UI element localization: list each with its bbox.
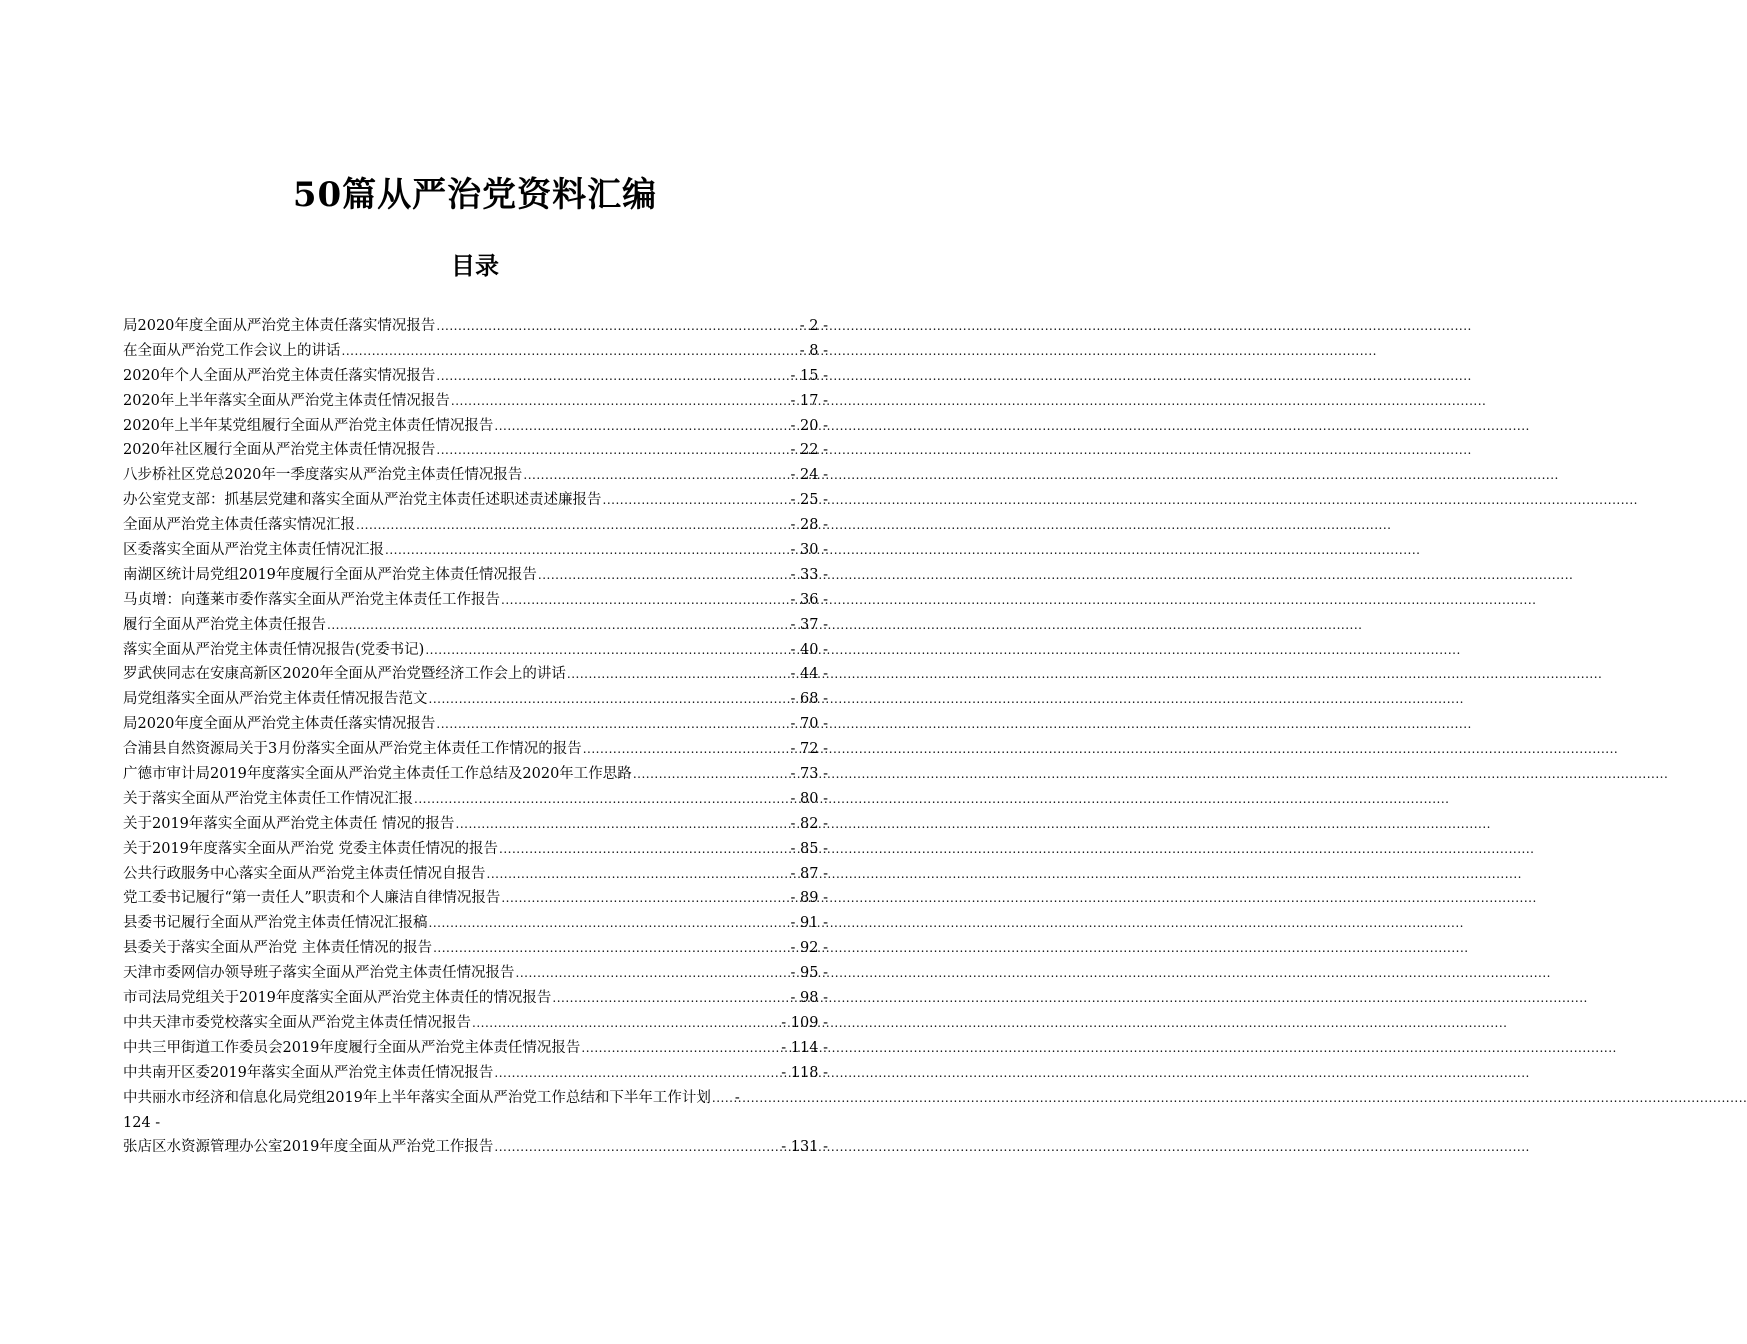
dot-leader — [327, 613, 790, 638]
toc-entry-title: 关于落实全面从严治党主体责任工作情况汇报 — [123, 790, 413, 807]
dot-leader — [433, 936, 789, 961]
toc-entry[interactable] — [123, 463, 828, 488]
toc-entry[interactable] — [123, 364, 828, 389]
toc-entry[interactable] — [123, 837, 828, 862]
toc-entry-title: 中共三甲街道工作委员会2019年度履行全面从严治党主体责任情况报告 — [123, 1039, 581, 1056]
toc-entry-page: - 22 - — [790, 442, 828, 459]
dot-leader — [516, 961, 790, 986]
dot-leader — [552, 986, 789, 1011]
toc-entry-page-part: 124 - — [123, 1114, 161, 1131]
dot-leader — [633, 762, 790, 787]
toc-entry-page: - 131 - — [781, 1139, 828, 1156]
toc-entry[interactable] — [123, 339, 828, 364]
dot-leader — [499, 837, 790, 862]
toc-entry[interactable] — [123, 961, 828, 986]
toc-entry-page: - 98 - — [790, 990, 828, 1007]
toc-entry-title: 南湖区统计局党组2019年度履行全面从严治党主体责任情况报告 — [123, 566, 537, 583]
toc-entry-page: - 25 - — [790, 492, 828, 509]
toc-entry[interactable] — [123, 812, 828, 837]
toc-entry[interactable] — [123, 613, 828, 638]
toc-entry-page: - 80 - — [790, 790, 828, 807]
toc-entry-title: 广德市审计局2019年度落实全面从严治党主体责任工作总结及2020年工作思路 — [123, 766, 632, 783]
toc-entry-title: 公共行政服务中心落实全面从严治党主体责任情况自报告 — [123, 865, 486, 882]
toc-entry[interactable] — [123, 1086, 828, 1136]
toc-entry-page: - 72 - — [790, 741, 828, 758]
toc-entry-title: 张店区水资源管理办公室2019年度全面从严治党工作报告 — [123, 1139, 494, 1156]
toc-entry-title: 天津市委网信办领导班子落实全面从严治党主体责任情况报告 — [123, 965, 515, 982]
toc-entry-title: 区委落实全面从严治党主体责任情况汇报 — [123, 542, 384, 559]
toc-entry[interactable] — [123, 1011, 828, 1036]
dot-leader — [385, 538, 790, 563]
toc-entry-title: 2020年上半年某党组履行全面从严治党主体责任情况报告 — [123, 417, 494, 434]
dot-leader — [712, 1086, 734, 1111]
toc-entry-page: - 95 - — [790, 965, 828, 982]
toc-entry-page: - 20 - — [790, 417, 828, 434]
dot-leader — [494, 1135, 780, 1160]
dot-leader — [356, 513, 790, 538]
dot-leader — [603, 488, 790, 513]
dot-leader — [425, 638, 789, 663]
toc-entry-title: 关于2019年度落实全面从严治党 党委主体责任情况的报告 — [123, 840, 499, 857]
toc-entry[interactable] — [123, 662, 828, 687]
dot-leader — [436, 364, 789, 389]
toc-entry-title: 县委书记履行全面从严治党主体责任情况汇报稿 — [123, 915, 428, 932]
toc-entry-line — [123, 1086, 828, 1111]
toc-entry-page: - 33 - — [790, 566, 828, 583]
toc-entry-title: 在全面从严治党工作会议上的讲话 — [123, 342, 341, 359]
toc-entry[interactable] — [123, 314, 828, 339]
toc-entry[interactable] — [123, 563, 828, 588]
toc-entry-page: - 24 - — [790, 467, 828, 484]
toc-entry-page: - 92 - — [790, 940, 828, 957]
toc-entry-title: 党工委书记履行“第一责任人”职责和个人廉洁自律情况报告 — [123, 890, 501, 907]
toc-entry[interactable] — [123, 787, 828, 812]
toc-entry[interactable] — [123, 1036, 828, 1061]
dot-leader — [581, 1036, 780, 1061]
toc-entry-title: 合浦县自然资源局关于3月份落实全面从严治党主体责任工作情况的报告 — [123, 741, 582, 758]
toc-entry[interactable] — [123, 687, 828, 712]
toc-entry[interactable] — [123, 389, 828, 414]
toc-entry-page: - 85 - — [790, 840, 828, 857]
dot-leader — [538, 563, 790, 588]
toc-entry-title: 中共丽水市经济和信息化局党组2019年上半年落实全面从严治党工作总结和下半年工作计划 — [123, 1089, 711, 1106]
toc-entry-title: 全面从严治党主体责任落实情况汇报 — [123, 517, 355, 534]
toc-entry-page: - 8 - — [799, 342, 828, 359]
dot-leader — [501, 886, 789, 911]
toc-entry[interactable] — [123, 488, 828, 513]
toc-entry-title: 关于2019年落实全面从严治党主体责任 情况的报告 — [123, 815, 455, 832]
toc-entry[interactable] — [123, 1061, 828, 1086]
toc-heading: 目录 — [451, 251, 499, 280]
toc-entry[interactable] — [123, 886, 828, 911]
toc-entry-page: - 118 - — [781, 1064, 828, 1081]
toc-entry-page: - 44 - — [790, 666, 828, 683]
toc-entry[interactable] — [123, 588, 828, 613]
toc-entry-page: - 114 - — [781, 1039, 828, 1056]
toc-entry-page: - 2 - — [799, 318, 828, 334]
toc-entry-title: 局2020年度全面从严治党主体责任落实情况报告 — [123, 318, 436, 334]
dot-leader — [342, 339, 799, 364]
toc-entry[interactable] — [123, 712, 828, 737]
toc-entry-title: 局2020年度全面从严治党主体责任落实情况报告 — [123, 716, 436, 733]
toc-entry[interactable] — [123, 638, 828, 663]
toc-entry-page: - 87 - — [790, 865, 828, 882]
dot-leader — [472, 1011, 780, 1036]
dot-leader — [436, 712, 789, 737]
toc-entry-title: 落实全面从严治党主体责任情况报告(党委书记) — [123, 641, 425, 658]
toc-entry[interactable] — [123, 737, 828, 762]
toc-entry-page: - 15 - — [790, 367, 828, 384]
dot-leader — [456, 812, 790, 837]
dot-leader — [451, 389, 790, 414]
toc-entry-title: 局党组落实全面从严治党主体责任情况报告范文 — [123, 691, 428, 708]
toc-entry-title: 八步桥社区党总2020年一季度落实从严治党主体责任情况报告 — [123, 467, 523, 484]
document-title: 50篇从严治党资料汇编 — [292, 175, 658, 215]
toc-entry[interactable] — [123, 414, 828, 439]
toc-entry[interactable] — [123, 538, 828, 563]
toc-entry-page: - 40 - — [790, 641, 828, 658]
toc-entry-title: 2020年上半年落实全面从严治党主体责任情况报告 — [123, 392, 450, 409]
dot-leader — [487, 862, 790, 887]
toc-entry-title: 市司法局党组关于2019年度落实全面从严治党主体责任的情况报告 — [123, 990, 552, 1007]
toc-entry-page: - 109 - — [781, 1014, 828, 1031]
toc-entry-page: - 28 - — [790, 517, 828, 534]
toc-entry-title: 县委关于落实全面从严治党 主体责任情况的报告 — [123, 940, 433, 957]
toc-entry-page: - 37 - — [790, 616, 828, 633]
dot-leader — [429, 687, 790, 712]
toc-entry[interactable] — [123, 936, 828, 961]
toc-entry[interactable] — [123, 513, 828, 538]
toc-entry-page: - 82 - — [790, 815, 828, 832]
toc-entry-page: - 89 - — [790, 890, 828, 907]
toc-entry-title: 中共南开区委2019年落实全面从严治党主体责任情况报告 — [123, 1064, 494, 1081]
toc-entry-page-part: - — [734, 1089, 740, 1106]
toc-entry-page: - 36 - — [790, 591, 828, 608]
dot-leader — [436, 314, 798, 339]
toc-entry[interactable] — [123, 986, 828, 1011]
toc-entry-line — [123, 1111, 828, 1136]
toc-entry[interactable] — [123, 1135, 828, 1160]
dot-leader — [501, 588, 790, 613]
toc-entry-page: - 70 - — [790, 716, 828, 733]
toc-entry-title: 马贞增：向蓬莱市委作落实全面从严治党主体责任工作报告 — [123, 591, 500, 608]
toc-entry-title: 2020年个人全面从严治党主体责任落实情况报告 — [123, 367, 436, 384]
toc-entry-page: - 17 - — [790, 392, 828, 409]
toc-entry-title: 办公室党支部：抓基层党建和落实全面从严治党主体责任述职述责述廉报告 — [123, 492, 602, 509]
toc-entry-page: - 30 - — [790, 542, 828, 559]
toc-entry[interactable] — [123, 438, 828, 463]
toc-entry-title: 中共天津市委党校落实全面从严治党主体责任情况报告 — [123, 1014, 471, 1031]
dot-leader — [494, 1061, 780, 1086]
dot-leader — [429, 911, 790, 936]
toc-entry[interactable] — [123, 762, 828, 787]
dot-leader — [494, 414, 789, 439]
toc-entry[interactable] — [123, 862, 828, 887]
table-of-contents — [123, 314, 828, 1160]
toc-entry-title: 2020年社区履行全面从严治党主体责任情况报告 — [123, 442, 436, 459]
toc-entry[interactable] — [123, 911, 828, 936]
dot-leader — [414, 787, 790, 812]
dot-leader — [583, 737, 790, 762]
toc-entry-page: - 73 - — [790, 766, 828, 783]
dot-leader — [567, 662, 790, 687]
toc-entry-page: - 91 - — [790, 915, 828, 932]
toc-entry-page: - 68 - — [790, 691, 828, 708]
dot-leader — [436, 438, 789, 463]
dot-leader — [523, 463, 789, 488]
toc-entry-title: 罗武侠同志在安康高新区2020年全面从严治党暨经济工作会上的讲话 — [123, 666, 566, 683]
toc-entry-title: 履行全面从严治党主体责任报告 — [123, 616, 326, 633]
